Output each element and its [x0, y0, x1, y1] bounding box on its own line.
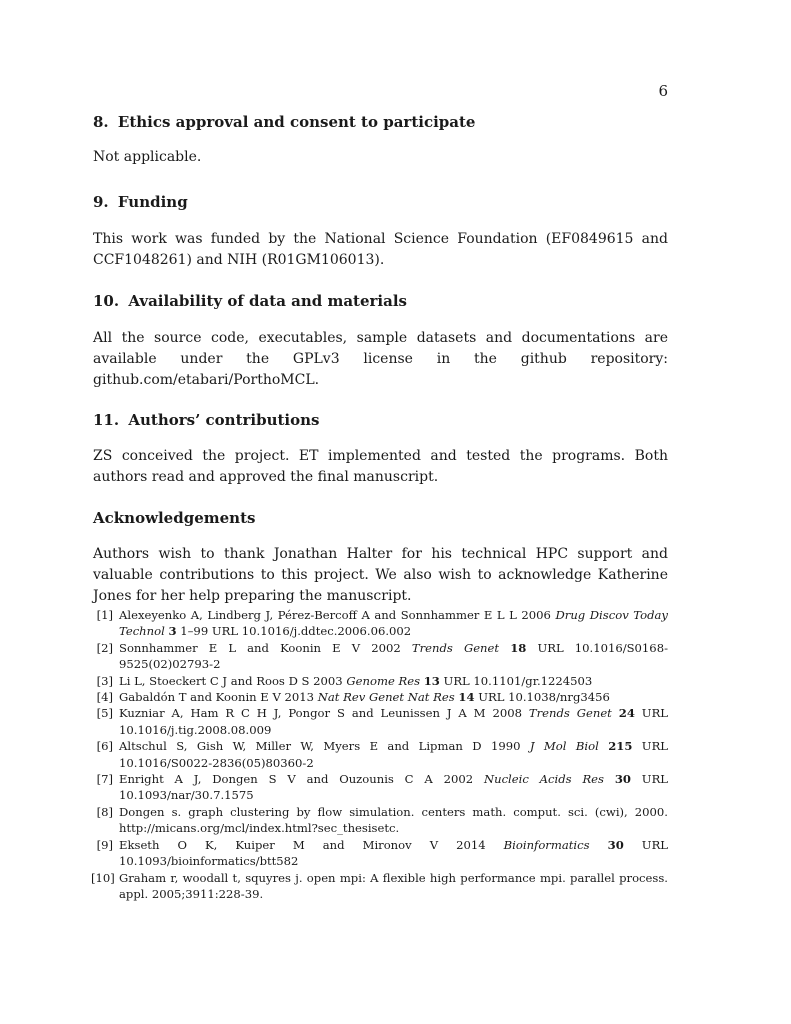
reference-number: [3] — [96, 673, 113, 688]
section-acknowledgements — [93, 509, 668, 607]
reference-list — [93, 607, 668, 902]
reference-number: [2] — [96, 640, 113, 655]
reference-number: [1] — [96, 608, 113, 622]
reference-item — [93, 640, 668, 673]
reference-item — [93, 673, 668, 689]
reference-doi: URL 10.1016/j.tig.2008.08.009 — [119, 706, 669, 737]
section-funding — [93, 193, 668, 271]
reference-volume: 13 — [423, 673, 440, 688]
reference-space — [590, 838, 608, 852]
reference-text — [119, 804, 668, 837]
reference-item — [93, 607, 668, 640]
reference-number: [8] — [96, 804, 113, 819]
reference-doi: URL 10.1038/nrg3456 — [474, 690, 610, 705]
section-heading — [93, 509, 668, 527]
reference-text — [119, 705, 668, 738]
reference-authors: Sonnhammer E L and Koonin E V 2002 — [119, 640, 412, 655]
section-heading — [93, 411, 668, 429]
reference-number: [5] — [96, 706, 113, 721]
reference-space — [604, 772, 615, 786]
section-number: 8. — [93, 113, 109, 131]
page-number: 6 — [658, 82, 668, 100]
reference-volume: 14 — [458, 690, 475, 705]
reference-authors: Dongen s. graph clustering by flow simulation. centers math. comput. sci. (cwi), 2000. http://micans.org/mcl/index.html?sec_thesisetc. — [119, 804, 668, 836]
section-body: This work was funded by the National Science Foundation (EF0849615 and CCF1048261) and NIH (R01GM106013). — [93, 231, 668, 268]
reference-authors: Alexeyenko A, Lindberg J, Pérez-Bercoff A and Sonnhammer E L L 2006 — [119, 608, 556, 622]
reference-journal: Genome Res — [346, 673, 421, 688]
reference-doi: URL 10.1093/nar/30.7.1575 — [119, 772, 669, 803]
reference-journal: Trends Genet — [528, 706, 612, 721]
reference-authors: Enright A J, Dongen S V and Ouzounis C A 2002 — [119, 772, 484, 787]
reference-text — [119, 640, 668, 673]
reference-volume: 215 — [608, 739, 633, 754]
reference-authors: Graham r, woodall t, squyres j. open mpi: A flexible high performance mpi. parallel process. appl. 2005;3911:228-39. — [119, 870, 668, 901]
section-contributions — [93, 411, 668, 488]
section-body: All the source code, executables, sample datasets and documentations are available under the GPLv3 license in the github repository: github.com/etabari/PorthoMCL. — [93, 330, 668, 388]
reference-authors: Ekseth O K, Kuiper M and Mironov V 2014 — [119, 837, 504, 852]
reference-text — [119, 870, 668, 903]
section-ethics — [93, 113, 668, 168]
reference-journal: J Mol Biol — [529, 739, 599, 754]
reference-authors: Kuzniar A, Ham R C H J, Pongor S and Leunissen J A M 2008 — [119, 706, 529, 721]
section-title: Acknowledgements — [93, 509, 256, 527]
reference-doi: 1–99 URL 10.1016/j.ddtec.2006.06.002 — [176, 624, 412, 639]
section-number: 11. — [93, 411, 120, 429]
reference-journal: Nucleic Acids Res — [483, 772, 604, 787]
reference-number: [9] — [96, 837, 113, 852]
reference-doi: URL 10.1016/S0022-2836(05)80360-2 — [119, 739, 669, 770]
reference-volume: 30 — [614, 772, 631, 787]
section-title: Ethics approval and consent to participate — [117, 113, 476, 131]
reference-volume: 18 — [510, 640, 527, 655]
reference-volume: 30 — [607, 837, 624, 852]
reference-journal: Bioinformatics — [503, 837, 590, 852]
reference-text — [119, 837, 668, 870]
section-availability — [93, 292, 668, 391]
section-heading — [93, 113, 668, 131]
reference-journal: Drug Discov Today Technol — [119, 608, 668, 639]
reference-text — [119, 689, 668, 705]
reference-volume: 24 — [618, 706, 635, 721]
reference-journal: Nat Rev Genet Nat Res — [317, 690, 455, 705]
reference-number: [4] — [96, 690, 113, 705]
reference-item — [93, 870, 668, 903]
reference-item — [93, 738, 668, 771]
reference-doi: URL 10.1016/S0168-9525(02)02793-2 — [119, 640, 668, 672]
reference-number: [10] — [91, 870, 115, 885]
section-body: Not applicable. — [93, 149, 202, 165]
reference-text — [119, 738, 668, 771]
reference-journal: Trends Genet — [411, 640, 500, 655]
reference-authors: Gabaldón T and Koonin E V 2013 — [119, 690, 318, 705]
reference-text — [119, 673, 668, 689]
reference-space — [599, 739, 608, 753]
reference-item — [93, 837, 668, 870]
reference-authors: Altschul S, Gish W, Miller W, Myers E and Lipman D 1990 — [119, 739, 530, 754]
reference-space — [499, 641, 510, 655]
reference-authors: Li L, Stoeckert C J and Roos D S 2003 — [119, 673, 347, 688]
reference-volume: 3 — [168, 624, 177, 639]
section-title: Authors’ contributions — [128, 411, 320, 429]
section-number: 9. — [93, 193, 109, 211]
reference-doi: URL 10.1093/bioinformatics/btt582 — [119, 837, 669, 869]
reference-space — [612, 706, 619, 720]
reference-doi: URL 10.1101/gr.1224503 — [439, 673, 593, 688]
reference-item — [93, 771, 668, 804]
page-content — [93, 113, 668, 902]
section-title: Funding — [117, 193, 188, 211]
reference-item — [93, 804, 668, 837]
reference-number: [7] — [96, 772, 113, 787]
section-heading — [93, 193, 668, 211]
reference-number: [6] — [96, 739, 113, 754]
section-body: Authors wish to thank Jonathan Halter for his technical HPC support and valuable contributions to this project. We also wish to acknowledge Katherine Jones for her help preparing the manuscript. — [93, 546, 668, 604]
reference-item — [93, 689, 668, 705]
section-number: 10. — [93, 292, 120, 310]
reference-item — [93, 705, 668, 738]
reference-text — [119, 607, 668, 640]
reference-text — [119, 771, 668, 804]
section-body: ZS conceived the project. ET implemented and tested the programs. Both authors read and approved the final manuscript. — [93, 448, 668, 485]
section-title: Availability of data and materials — [128, 292, 407, 310]
section-heading — [93, 292, 668, 310]
